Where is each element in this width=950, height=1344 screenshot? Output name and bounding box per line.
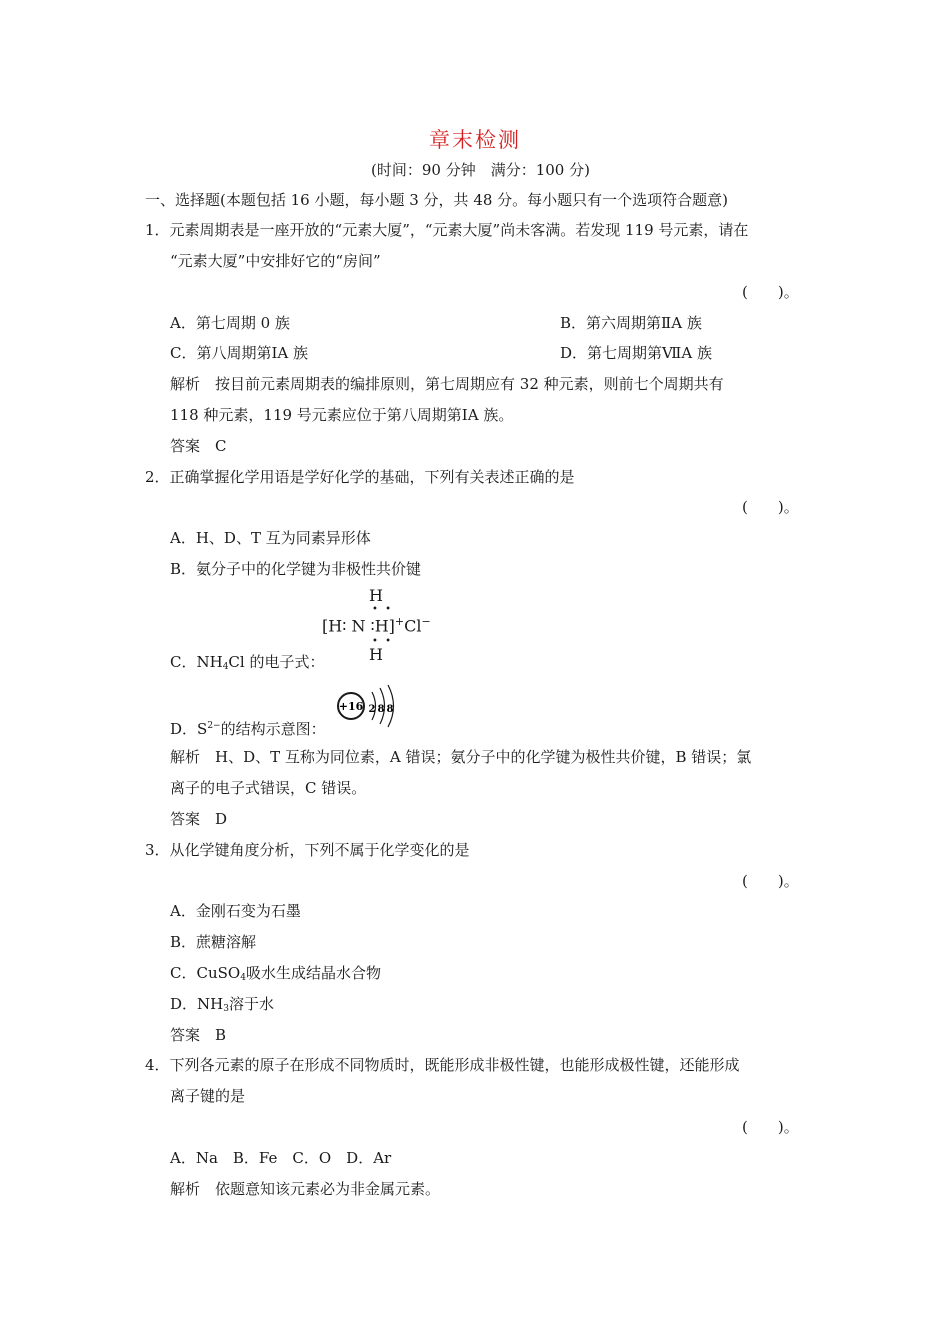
q4-options: A．Na B．Fe C．O D．Ar <box>170 1149 392 1167</box>
q2-explanation-line1: 解析 H、D、T 互称为同位素，A 错误；氨分子中的化学键为极性共价键，B 错误；氯 <box>170 748 752 766</box>
q3-option-d <box>170 994 274 1019</box>
q2-option-c-prefix: C．NH <box>170 653 223 671</box>
formula-bracket: [H∶ N ∶H] <box>322 616 395 636</box>
q1-answer: 答案 C <box>170 437 227 455</box>
q4-answer-blank: ( )。 <box>742 1118 799 1136</box>
q1-stem-line1: 1．元素周期表是一座开放的“元素大厦”，“元素大厦”尚未客满。若发现 119 号元素，请在 <box>145 221 749 239</box>
q2-answer: 答案 D <box>170 810 228 828</box>
q4-stem-line2: 离子键的是 <box>170 1087 246 1105</box>
q3-option-d-subscript: 3 <box>223 1004 229 1014</box>
q2-option-a: A．H、D、T 互为同素异形体 <box>170 529 371 547</box>
q2-option-d <box>170 716 326 739</box>
q1-stem-line2: “元素大厦”中安排好它的“房间” <box>170 252 381 270</box>
q1-option-b: B．第六周期第ⅡA 族 <box>560 314 702 332</box>
formula-dots-top: • • <box>372 604 393 615</box>
shell-count-1: 2 <box>368 704 376 715</box>
shell-count-2: 8 <box>377 704 385 715</box>
formula-plus: + <box>394 615 405 628</box>
q4-stem-line1: 4．下列各元素的原子在形成不同物质时，既能形成非极性键，也能形成极性键，还能形成 <box>145 1056 740 1074</box>
q2-explanation-line2: 离子的电子式错误，C 错误。 <box>170 779 367 797</box>
q2-stem: 2．正确掌握化学用语是学好化学的基础，下列有关表述正确的是 <box>145 468 575 486</box>
q2-option-c <box>170 652 324 677</box>
q4-explanation: 解析 依题意知该元素必为非金属元素。 <box>170 1180 441 1198</box>
q3-answer: 答案 B <box>170 1026 227 1044</box>
formula-minus: − <box>421 615 431 628</box>
q3-option-d-suffix: 溶于水 <box>228 995 274 1013</box>
q3-option-c <box>170 963 381 988</box>
exam-info: (时间：90 分钟 满分：100 分) <box>371 161 590 179</box>
q3-option-a: A．金刚石变为石墨 <box>170 902 301 920</box>
sulfide-structure-diagram <box>334 684 404 728</box>
q2-option-d-superscript: 2− <box>207 721 221 731</box>
q1-option-a: A．第七周期 0 族 <box>170 314 290 332</box>
q2-option-d-suffix: 的结构示意图： <box>220 720 326 738</box>
nucleus-label: +16 <box>338 700 364 713</box>
q2-option-c-subscript: 4 <box>222 662 229 672</box>
q1-option-d: D．第七周期第ⅦA 族 <box>560 344 712 362</box>
q3-option-b: B．蔗糖溶解 <box>170 933 257 951</box>
q3-answer-blank: ( )。 <box>742 872 799 890</box>
q3-option-d-prefix: D．NH <box>170 995 224 1013</box>
q1-explanation-line2: 118 种元素，119 号元素应位于第八周期第ⅠA 族。 <box>170 406 514 424</box>
q1-explanation-line1: 解析 按目前元素周期表的编排原则，第七周期应有 32 种元素，则前七个周期共有 <box>170 375 724 393</box>
q2-answer-blank: ( )。 <box>742 498 799 516</box>
formula-cl: Cl <box>404 616 422 636</box>
q2-option-d-prefix: D．S <box>170 720 208 738</box>
page-title: 章末检测 <box>429 128 521 152</box>
q2-option-b: B．氨分子中的化学键为非极性共价键 <box>170 560 422 578</box>
q3-option-c-subscript: 4 <box>240 973 246 983</box>
section-heading: 一、选择题(本题包括 16 小题，每小题 3 分，共 48 分。每小题只有一个选项符合题意) <box>145 191 729 209</box>
shell-count-3: 8 <box>386 704 394 715</box>
formula-h-top: H <box>369 586 383 605</box>
q3-option-c-prefix: C．CuSO <box>170 964 241 982</box>
q1-option-c: C．第八周期第ⅠA 族 <box>170 344 309 362</box>
formula-dots-bottom: • • <box>372 636 393 647</box>
q2-option-c-suffix: Cl 的电子式： <box>228 653 325 671</box>
q3-option-c-suffix: 吸水生成结晶水合物 <box>245 964 381 982</box>
formula-electron-dot <box>322 615 431 635</box>
q1-answer-blank: ( )。 <box>742 283 799 301</box>
q3-stem: 3．从化学键角度分析，下列不属于化学变化的是 <box>145 841 470 859</box>
formula-h-bottom: H <box>369 645 383 664</box>
